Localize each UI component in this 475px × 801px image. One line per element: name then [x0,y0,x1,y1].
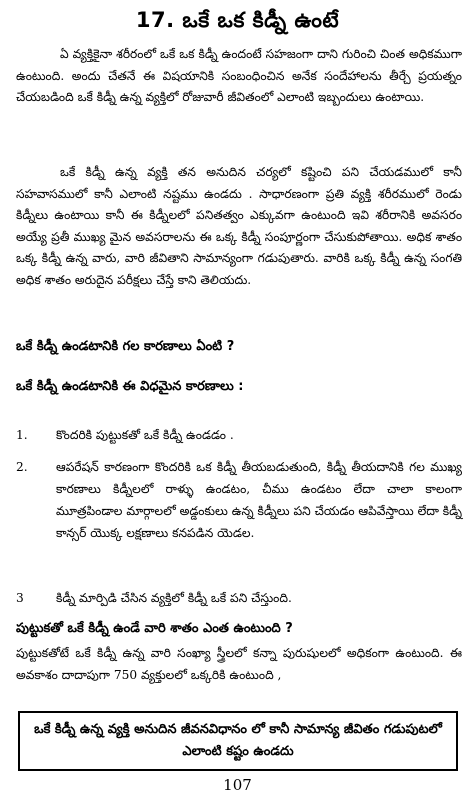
list-item [16,587,462,609]
section-heading-percentage: పుట్టుకతో ఒకే కిడ్నీ ఉండే వారి శాతం ఎంత ఉంటుంది ? [16,621,293,636]
list-item-number: 2. [16,460,28,474]
list-item-text: ఆపరేషన్ కారణంగా కొందరికి ఒక కిడ్నీ తీయబడుతుంది, కిడ్నీ తీయదానికి గల ముఖ్య కారణాలు కిడ్నీలలో రాళ్ళు ఉండటం, చీము ఉండటం లేదా చాలా కాలంగా మూత్రపిండాల మార్గాలలో అడ్డంకులు ఉన్న కిడ్నీలు పని చేయడం ఆపివేస్తాయి లేదా కిడ్నీ కాన్సర్ యొక్క లక్షణాలు కనపడిన యెడల. [56,460,462,540]
list-item-text: కొందరికి పుట్టుకతో ఒకే కిడ్నీ ఉండడం . [56,428,234,442]
list-item [16,424,462,446]
intro-paragraph: ఏ వ్యక్తికైనా శరీరంలో ఒకే ఒక కిడ్నీ ఉందంటే సహజంగా దాని గురించి చింత అధికముగా ఉంటుంది. అందు చేతనే ఈ విషయానికి సంబంధించిన అనేక సందేహాలను తీర్చే ప్రయత్నం చేయబడింది ఒకే కిడ్నీ ఉన్న వ్యక్తిలో రోజువారీ జీవితంలో ఎలాంటి ఇబ్బందులు ఉంటాయి. [16,47,462,105]
percentage-paragraph: పుట్టుకతోటే ఒకే కిడ్నీ ఉన్న వారి సంఖ్యా స్త్రీలలో కన్నా పురుషులలో అధికంగా ఉంటుంది. ఈ అవకాశం దాదాపుగా 750 వ్యక్తులలో ఒక్కరికి ఉంటుంది , [16,646,462,682]
section-heading-causes: ఒకే కిడ్నీ ఉండటానికి ఈ విధమైన కారణాలు : [16,379,244,394]
section-heading-reasons: ఒకే కిడ్నీ ఉండటానికి గల కారణాలు ఏంటి ? [16,339,235,354]
highlight-box: ఒకే కిడ్నీ ఉన్న వ్యక్తి అనుదిన జీవనవిధానం లో కానీ సామాన్య జీవితం గడుపుటలో ఎలాంటి కష్టం ఉండదు [18,711,458,771]
page-number: 107 [223,776,252,794]
chapter-title: 17. ఒకే ఒక కిడ్నీ ఉంటే [135,8,340,32]
body-paragraph: ఒకే కిడ్నీ ఉన్న వ్యక్తి తన అనుదిన చర్యలో కష్టించి పని చేయడములో కానీ సహవాసములో కానీ ఎలాంటి నష్టము ఉండదు . సాధారణంగా ప్రతి వ్యక్తి శరీరములో రెండు కిడ్నీలు ఉంటాయి కానీ ఈ కిడ్నీలలో పనితత్వం ఎక్కువగా ఉంటుంది ఇవి శరీరానికి అవసరం అయ్యే ప్రతీ ముఖ్య మైన అవసరాలను ఈ ఒక్క కిడ్నీ సంపూర్ణంగా చేసుకుపోతాయి. అధిక శాతం ఒక్క కిడ్నీ ఉన్న వారు, వారి జీవితాని సామాన్యంగా గడుపుతారు. వారికి ఒక్క కిడ్నీ ఉన్న సంగతి అధిక శాతం అరుదైన పరీక్షలు చేస్తే కాని తెలియదు. [16,165,462,287]
list-item-number: 3 [16,591,24,605]
list-item-number: 1. [16,428,28,442]
list-item-text: కిడ్నీ మార్పిడి చేసిన వ్యక్తిలో కిడ్నీ ఒకే పని చేస్తుంది. [56,591,292,605]
list-item [16,456,462,544]
